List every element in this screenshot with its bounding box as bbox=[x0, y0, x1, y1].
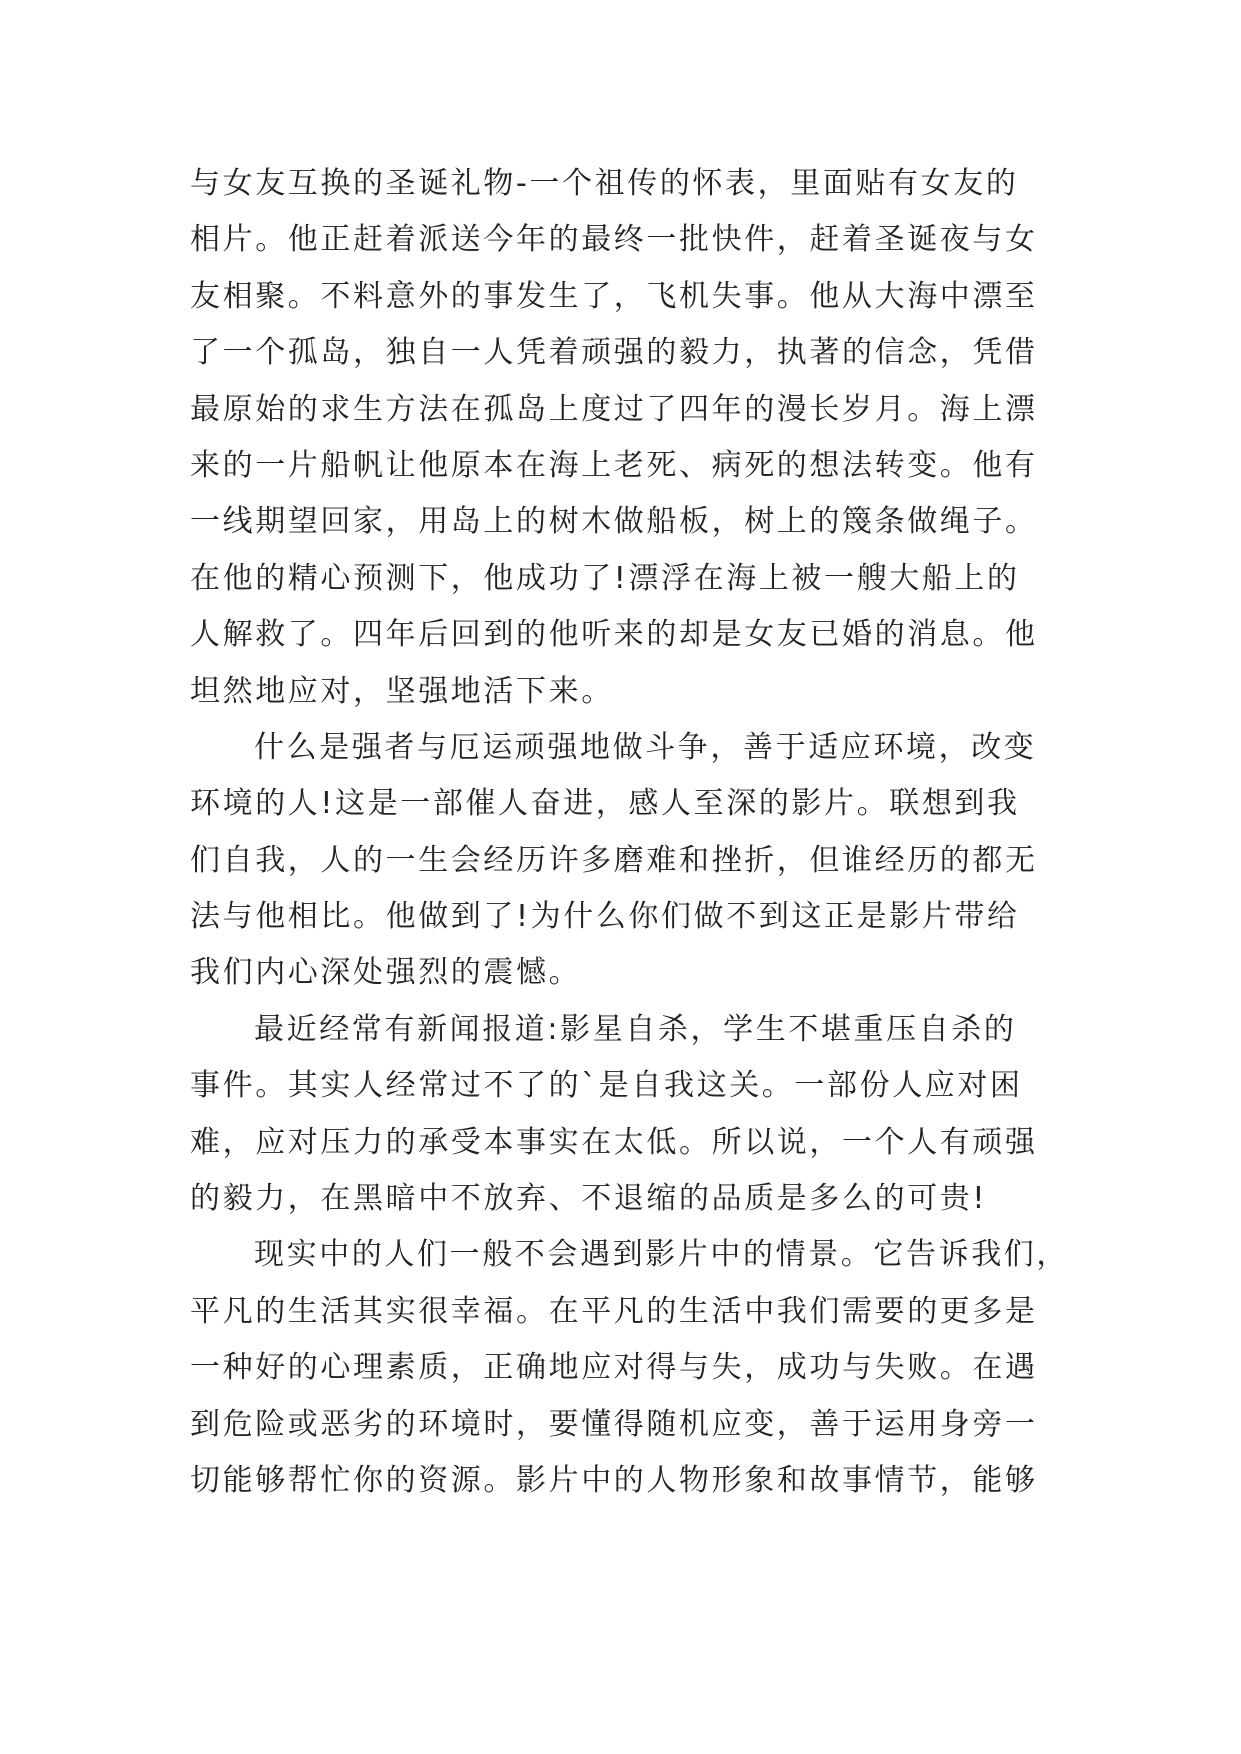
text-line: 们自我，人的一生会经历许多磨难和挫折，但谁经历的都无 bbox=[190, 842, 1038, 878]
text-line: 来的一片船帆让他原本在海上老死、病死的想法转变。他有 bbox=[190, 447, 1038, 483]
text-line: 平凡的生活其实很幸福。在平凡的生活中我们需要的更多是 bbox=[190, 1293, 1038, 1329]
text-line: 法与他相比。他做到了!为什么你们做不到这正是影片带给 bbox=[190, 899, 1020, 935]
text-line: 环境的人!这是一部催人奋进，感人至深的影片。联想到我 bbox=[190, 786, 1020, 822]
text-line: 难，应对压力的承受本事实在太低。所以说，一个人有顽强 bbox=[190, 1124, 1038, 1160]
text-line: 切能够帮忙你的资源。影片中的人物形象和故事情节，能够 bbox=[190, 1462, 1038, 1498]
text-line: 坦然地应对，坚强地活下来。 bbox=[190, 673, 614, 709]
text-line: 在他的精心预测下，他成功了!漂浮在海上被一艘大船上的 bbox=[190, 560, 1020, 596]
text-line: 的毅力，在黑暗中不放弃、不退缩的品质是多么的可贵! bbox=[190, 1181, 988, 1217]
text-line: 人解救了。四年后回到的他听来的却是女友已婚的消息。他 bbox=[190, 617, 1038, 653]
text-line: 相片。他正赶着派送今年的最终一批快件，赶着圣诞夜与女 bbox=[190, 222, 1038, 258]
text-line: 与女友互换的圣诞礼物-一个祖传的怀表，里面贴有女友的 bbox=[190, 166, 1019, 201]
text-line: 一线期望回家，用岛上的树木做船板，树上的篾条做绳子。 bbox=[190, 504, 1038, 540]
body-text bbox=[190, 156, 1069, 1509]
text-line: 到危险或恶劣的环境时，要懂得随机应变，善于运用身旁一 bbox=[190, 1406, 1038, 1442]
text-line: 了一个孤岛，独自一人凭着顽强的毅力，执著的信念，凭借 bbox=[190, 335, 1038, 371]
text-line: 最原始的求生方法在孤岛上度过了四年的漫长岁月。海上漂 bbox=[190, 391, 1038, 427]
text-line: 一种好的心理素质，正确地应对得与失，成功与失败。在遇 bbox=[190, 1350, 1038, 1386]
paragraph-first-line: 什么是强者与厄运顽强地做斗争，善于适应环境，改变 bbox=[254, 729, 1037, 765]
text-line: 事件。其实人经常过不了的`是自我这关。一部份人应对困 bbox=[190, 1068, 1023, 1104]
text-line: 我们内心深处强烈的震憾。 bbox=[190, 955, 582, 991]
text-line: 友相聚。不料意外的事发生了，飞机失事。他从大海中漂至 bbox=[190, 278, 1038, 314]
paragraph-first-line: 现实中的人们一般不会遇到影片中的情景。它告诉我们， bbox=[254, 1237, 1069, 1273]
paragraph-first-line: 最近经常有新闻报道:影星自杀，学生不堪重压自杀的 bbox=[254, 1011, 1017, 1047]
